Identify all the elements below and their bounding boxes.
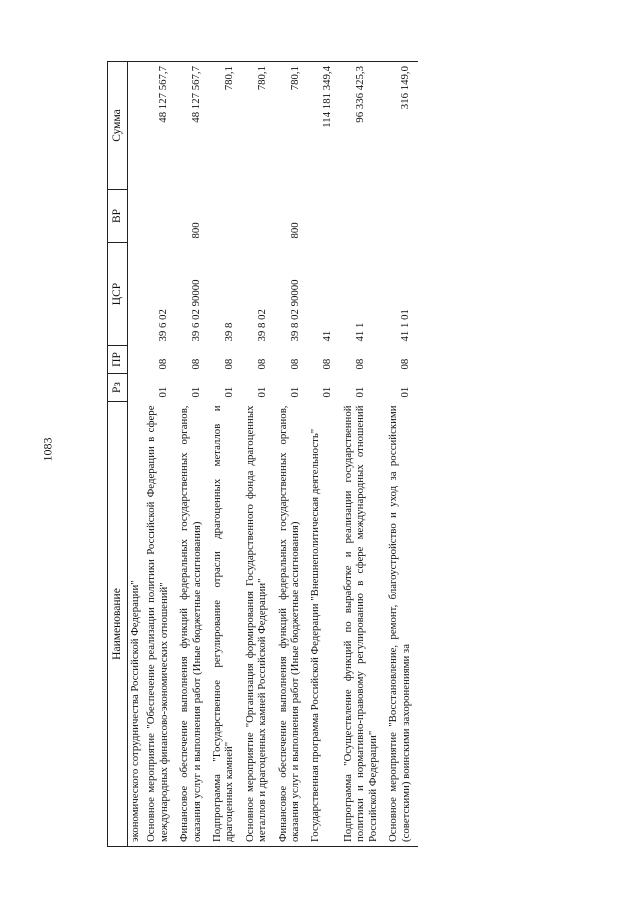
page-number: 1083 [40, 437, 55, 462]
row-pr: 08 [157, 358, 170, 370]
row-rz: 01 [288, 386, 301, 398]
row-vr [385, 190, 418, 243]
row-sum: 780,1 [275, 62, 308, 190]
row-sum: 48 127 567,7 [176, 62, 209, 190]
header-rz: Рз [108, 374, 128, 402]
row-csr: 41 [321, 330, 334, 342]
row-vr: 800 [288, 222, 301, 239]
row-vr [143, 190, 176, 243]
row-pr: 08 [399, 358, 412, 370]
row-sum [128, 62, 144, 190]
row-name: Финансовое обеспечение выполнения функций федеральных государственных органов, оказания услуг и выполнения работ (Иные бюджетные ассигнования) [275, 402, 308, 847]
table-row [143, 62, 176, 847]
row-csr: 39 8 02 [255, 309, 268, 342]
row-name: Основное мероприятие "Организация формирования Государственного фонда драгоценных металлов и драгоценных камней Российской Федерации" [242, 402, 275, 847]
row-csr: 41 1 [353, 322, 366, 342]
row-vr [128, 190, 144, 243]
row-vr: 800 [190, 222, 203, 239]
row-name: Государственная программа Российской Федерации "Внешнеполитическая деятельность" [307, 402, 339, 847]
row-pr: 08 [223, 358, 236, 370]
row-name: Подпрограмма "Государственное регулирование отрасли драгоценных металлов и драгоценных камней" [209, 402, 242, 847]
header-vr: ВР [108, 190, 128, 243]
row-sum: 48 127 567,7 [143, 62, 176, 190]
row-csr [128, 243, 144, 346]
row-pr [128, 346, 144, 374]
row-vr [242, 190, 275, 243]
row-name: Финансовое обеспечение выполнения функций федеральных государственных органов, оказания услуг и выполнения работ (Иные бюджетные ассигнования) [176, 402, 209, 847]
row-csr: 39 6 02 90000 [190, 279, 203, 342]
row-csr: 39 8 [223, 322, 236, 342]
row-rz: 01 [223, 386, 236, 398]
row-pr: 08 [288, 358, 301, 370]
row-pr: 08 [321, 358, 334, 370]
row-vr [209, 190, 242, 243]
row-rz: 01 [353, 386, 366, 398]
table-row [307, 62, 339, 847]
row-csr: 41 1 01 [399, 309, 412, 342]
row-name: Подпрограмма "Осуществление функций по выработке и реализации государственной политики и нормативно-правовому регулированию в сфере международных отношений Российской Федерации" [340, 402, 385, 847]
row-sum: 114 181 349,4 [307, 62, 339, 190]
header-sum: Сумма [108, 62, 128, 190]
row-sum: 780,1 [209, 62, 242, 190]
row-name: Основное мероприятие "Восстановление, ремонт, благоустройство и уход за российскими (советскими) воинскими захоронениями за [385, 402, 418, 847]
row-rz [128, 374, 144, 402]
table-body [128, 62, 418, 847]
row-name: Основное мероприятие "Обеспечение реализации политики Российской Федерации в сфере международных финансово-экономических отношений" [143, 402, 176, 847]
table-row [242, 62, 275, 847]
table-row [385, 62, 418, 847]
header-pr: ПР [108, 346, 128, 374]
row-rz: 01 [190, 386, 203, 398]
row-name: экономического сотрудничества Российской Федерации" [128, 402, 144, 847]
table-row [275, 62, 308, 847]
row-sum: 316 149,0 [385, 62, 418, 190]
table-row [128, 62, 144, 847]
rotated-page-content [107, 62, 622, 847]
table-header [108, 62, 128, 847]
budget-table [107, 61, 418, 847]
row-rz: 01 [157, 386, 170, 398]
row-rz: 01 [321, 386, 334, 398]
row-rz: 01 [399, 386, 412, 398]
header-csr: ЦСР [108, 243, 128, 346]
row-rz: 01 [255, 386, 268, 398]
row-pr: 08 [190, 358, 203, 370]
table-row [209, 62, 242, 847]
row-vr [307, 190, 339, 243]
row-csr: 39 6 02 [157, 309, 170, 342]
row-sum: 96 336 425,3 [340, 62, 385, 190]
row-csr: 39 8 02 90000 [288, 279, 301, 342]
row-vr [340, 190, 385, 243]
row-pr: 08 [255, 358, 268, 370]
table-row [176, 62, 209, 847]
row-sum: 780,1 [242, 62, 275, 190]
header-name: Наименование [108, 402, 128, 847]
row-pr: 08 [353, 358, 366, 370]
table-row [340, 62, 385, 847]
